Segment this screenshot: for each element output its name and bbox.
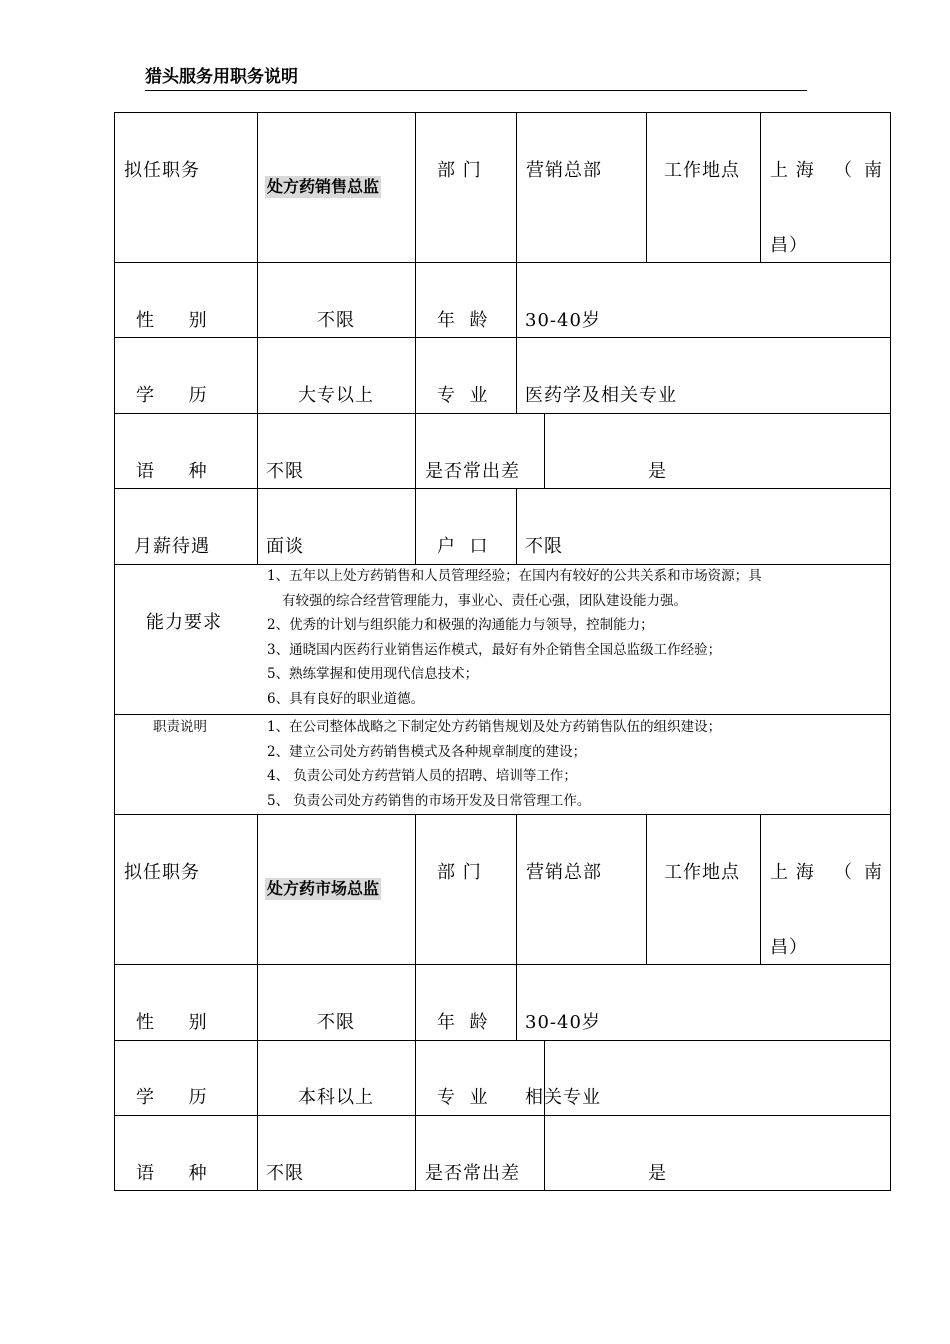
- row-divider: [114, 964, 891, 965]
- ability-line: 3、通晓国内医药行业销售运作模式，最好有外企销售全国总监级工作经验；: [267, 642, 722, 658]
- ability-line: 有较强的综合经营管理能力，事业心、责任心强，团队建设能力强。: [282, 593, 687, 609]
- language-label: 语 种: [136, 1163, 208, 1184]
- position-label: 拟任职务: [124, 160, 200, 181]
- location-value-part: 上 海: [770, 160, 815, 181]
- location-label: 工作地点: [664, 862, 740, 883]
- row-divider: [114, 413, 891, 414]
- position-title: 处方药销售总监: [267, 177, 380, 196]
- travel-label: 是否常出差: [425, 1163, 520, 1184]
- col-divider: [516, 112, 517, 413]
- location-value-part: 南: [864, 862, 883, 883]
- col-divider: [544, 413, 545, 488]
- row-divider: [114, 1190, 891, 1191]
- education-value: 大专以上: [298, 385, 374, 406]
- age-label: 年 龄: [437, 1012, 489, 1033]
- age-label: 年 龄: [437, 310, 489, 331]
- education-label: 学 历: [136, 385, 208, 406]
- location-label: 工作地点: [664, 160, 740, 181]
- duty-line: 1、在公司整体战略之下制定处方药销售规划及处方药销售队伍的组织建设；: [267, 719, 722, 735]
- ability-line: 1、五年以上处方药销售和人员管理经验；在国内有较好的公共关系和市场资源；具: [267, 568, 762, 584]
- location-value-part: 上 海: [770, 862, 815, 883]
- col-divider: [415, 112, 416, 564]
- salary-label: 月薪待遇: [134, 536, 210, 557]
- department-value: 营销总部: [526, 160, 602, 181]
- travel-value: 是: [648, 1163, 667, 1184]
- department-label: 部 门: [437, 160, 482, 181]
- page-header: [145, 66, 807, 91]
- ability-label: 能力要求: [146, 612, 222, 633]
- ability-line: 6、具有良好的职业道德。: [267, 691, 425, 707]
- hukou-label: 户 口: [437, 536, 489, 557]
- language-label: 语 种: [136, 461, 208, 482]
- duty-line: 4、 负责公司处方药营销人员的招聘、培训等工作；: [267, 768, 577, 784]
- language-value: 不限: [266, 1163, 304, 1184]
- gender-label: 性 别: [136, 1012, 208, 1033]
- ability-line: 5、熟练掌握和使用现代信息技术；: [267, 666, 479, 682]
- travel-label: 是否常出差: [425, 461, 520, 482]
- department-label: 部 门: [437, 862, 482, 883]
- col-divider: [646, 814, 647, 964]
- salary-value: 面谈: [266, 536, 304, 557]
- education-label: 学 历: [136, 1087, 208, 1108]
- major-label: 专 业: [437, 385, 489, 406]
- col-divider: [516, 814, 517, 1040]
- duty-line: 2、建立公司处方药销售模式及各种规章制度的建设；: [267, 744, 587, 760]
- location-value-part: （: [834, 862, 853, 883]
- col-divider: [760, 112, 761, 262]
- col-divider: [544, 1040, 545, 1190]
- language-value: 不限: [266, 461, 304, 482]
- location-value-part: （: [834, 160, 853, 181]
- gender-value: 不限: [317, 1012, 355, 1033]
- hukou-value: 不限: [525, 536, 563, 557]
- location-value-part: 昌）: [770, 235, 808, 256]
- department-value: 营销总部: [526, 862, 602, 883]
- table-border-left: [114, 112, 115, 1191]
- row-divider: [114, 112, 891, 113]
- education-value: 本科以上: [298, 1087, 374, 1108]
- row-divider: [114, 1040, 891, 1041]
- col-divider: [516, 488, 517, 564]
- col-divider: [646, 112, 647, 262]
- travel-value: 是: [648, 461, 667, 482]
- table-border-right: [890, 112, 891, 1191]
- row-divider: [114, 814, 891, 815]
- position-label: 拟任职务: [124, 862, 200, 883]
- row-divider: [114, 1115, 891, 1116]
- row-divider: [114, 337, 891, 338]
- col-divider: [257, 814, 258, 1190]
- age-value: 30-40岁: [525, 310, 601, 331]
- major-value: 医药学及相关专业: [525, 385, 677, 406]
- header-title: 猎头服务用职务说明: [145, 67, 298, 87]
- major-value: 相关专业: [525, 1087, 601, 1108]
- major-label: 专 业: [437, 1087, 489, 1108]
- position-title: 处方药市场总监: [267, 879, 380, 898]
- location-value-part: 昌）: [770, 937, 808, 958]
- job-description-form: [114, 112, 891, 1192]
- col-divider: [760, 814, 761, 964]
- ability-line: 2、优秀的计划与组织能力和极强的沟通能力与领导，控制能力；: [267, 617, 654, 633]
- duty-label: 职责说明: [153, 719, 207, 735]
- row-divider: [114, 262, 891, 263]
- col-divider: [415, 814, 416, 1190]
- duty-line: 5、 负责公司处方药销售的市场开发及日常管理工作。: [267, 793, 591, 809]
- col-divider: [257, 112, 258, 564]
- age-value: 30-40岁: [525, 1012, 601, 1033]
- gender-value: 不限: [317, 310, 355, 331]
- row-divider: [114, 488, 891, 489]
- location-value-part: 南: [864, 160, 883, 181]
- gender-label: 性 别: [136, 310, 208, 331]
